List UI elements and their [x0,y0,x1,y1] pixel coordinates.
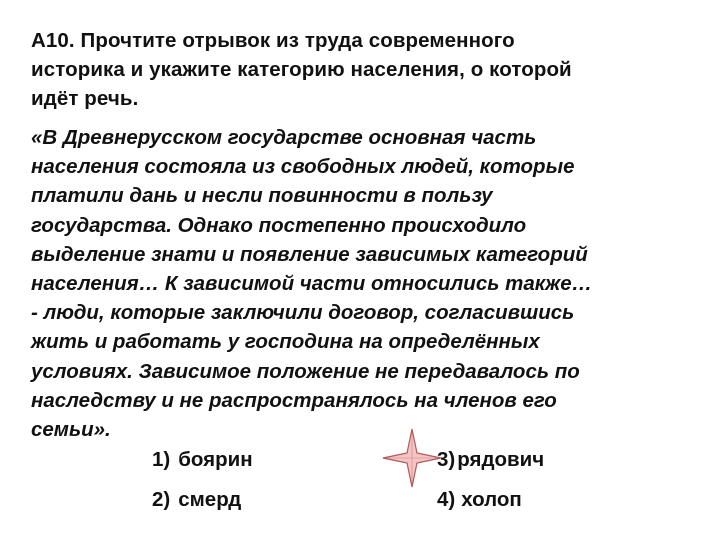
option-number: 1) [152,448,171,471]
excerpt-line: наследству и не распространялось на членов его [31,388,557,412]
answer-option-3[interactable] [437,447,544,473]
excerpt-line: условиях. Зависимое положение не передавалось по [31,359,580,383]
excerpt-line: жить и работать у господина на определённых [31,330,540,354]
excerpt-line: «В Древнерусском государстве основная часть [31,126,537,149]
option-number: 3) [437,448,456,471]
option-label: боярин [178,448,253,471]
excerpt-line: - люди, которые заключили договор, согласившись [31,301,575,325]
excerpt-line: населения состояла из свободных людей, которые [31,155,575,179]
question-line: идёт речь. [31,87,139,110]
historian-excerpt [31,123,701,444]
question-text [31,26,701,113]
option-label: холоп [461,488,522,511]
option-label: рядович [457,448,545,471]
option-number: 2) [152,488,171,511]
question-line: А10. Прочтите отрывок из труда современного [31,29,515,52]
answer-option-1[interactable] [152,447,253,473]
excerpt-line: населения… К зависимой части относились также… [31,272,593,296]
answer-option-2[interactable] [152,487,241,513]
question-line: историка и укажите категорию населения, о которой [31,58,572,81]
four-point-star-icon [381,427,443,489]
option-number: 4) [437,488,456,511]
excerpt-line: платили дань и несли повинности в пользу [31,184,493,208]
answer-option-4[interactable] [437,487,522,513]
excerpt-line: семьи». [31,418,111,442]
option-label: смерд [178,488,242,511]
excerpt-line: государства. Однако постепенно происходило [31,213,527,237]
excerpt-line: выделение знати и появление зависимых категорий [31,242,588,266]
